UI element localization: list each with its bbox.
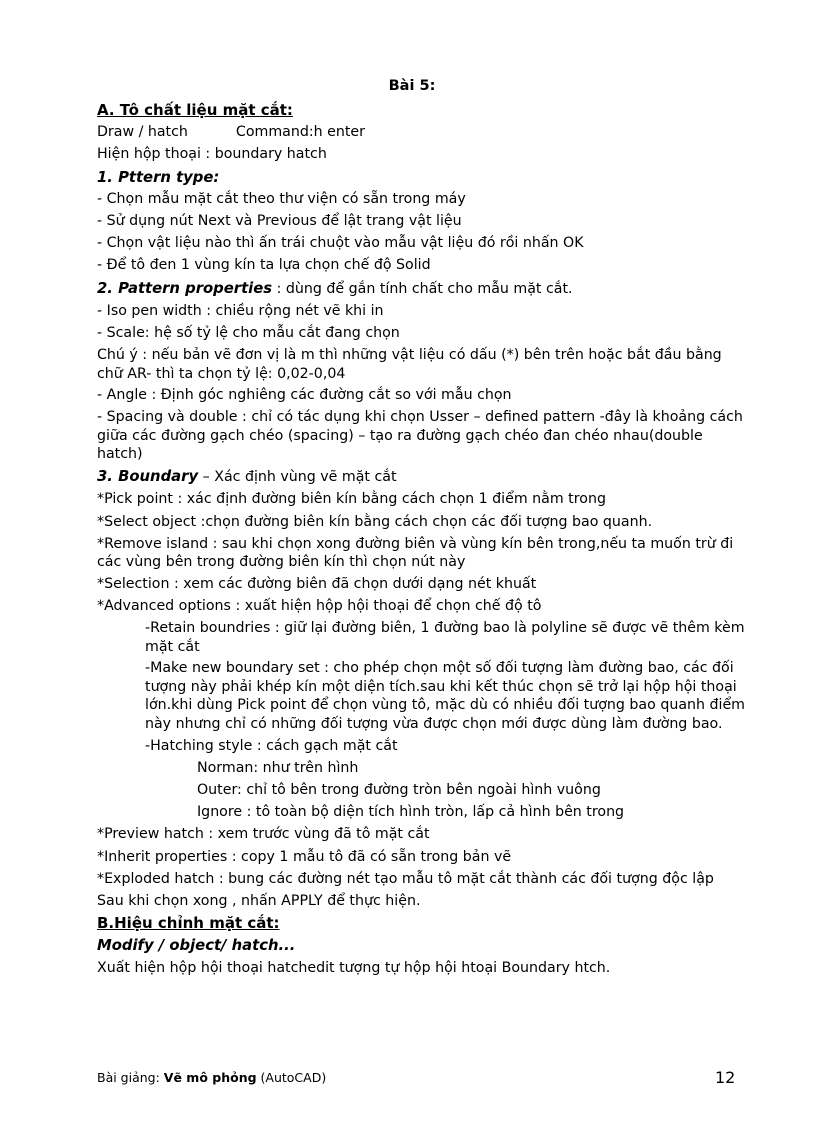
hatching-style-line: -Hatching style : cách gạch mặt cắt	[145, 737, 398, 754]
angle-line: - Angle : Định góc nghiêng các đường cắt so với mẫu chọn	[97, 387, 512, 404]
pattern-type-item: - Chọn mẫu mặt cắt theo thư viện có sẵn trong máy	[97, 190, 466, 207]
page-title: Bài 5:	[388, 78, 436, 94]
pattern-type-item: - Sử dụng nút Next và Previous để lật trang vật liệu	[97, 212, 462, 229]
dialog-line: Hiện hộp thoại : boundary hatch	[97, 146, 327, 163]
section-a-heading: A. Tô chất liệu mặt cắt:	[97, 101, 293, 119]
pick-point-line: *Pick point : xác định đường biên kín bằng cách chọn 1 điểm nằm trong	[97, 491, 606, 508]
pattern-type-heading: 1. Pttern type:	[97, 168, 220, 186]
pattern-properties-line	[97, 279, 747, 299]
inherit-properties-line: *Inherit properties : copy 1 mẫu tô đã có sẵn trong bản vẽ	[97, 848, 512, 865]
footer-prefix: Bài giảng:	[97, 1070, 164, 1085]
page-footer	[97, 1070, 326, 1085]
apply-line: Sau khi chọn xong , nhấn APPLY để thực hiện.	[97, 892, 421, 909]
note-paragraph: Chú ý : nếu bản vẽ đơn vị là m thì những vật liệu có dấu (*) bên trên hoặc bắt đầu bằng chữ AR- thì ta chọn tỷ lệ: 0,02-0,04	[97, 347, 722, 382]
boundary-line	[97, 467, 747, 487]
boundary-desc: – Xác định vùng vẽ mặt cắt	[198, 469, 397, 486]
pattern-properties-heading: 2. Pattern properties	[97, 279, 273, 297]
hatchedit-line: Xuất hiện hộp hội thoại hatchedit tượng tự hộp hội htoại Boundary htch.	[97, 959, 611, 976]
pattern-properties-desc: : dùng để gắn tính chất cho mẫu mặt cắt.	[272, 280, 573, 297]
advanced-options-line: *Advanced options : xuất hiện hộp hội thoại để chọn chế độ tô	[97, 598, 542, 615]
preview-hatch-line: *Preview hatch : xem trước vùng đã tô mặt cắt	[97, 826, 430, 843]
modify-menu-path: Modify / object/ hatch...	[97, 937, 296, 955]
style-outer: Outer: chỉ tô bên trong đường tròn bên ngoài hình vuông	[197, 782, 601, 798]
page-number: 12	[715, 1068, 736, 1087]
document-body	[97, 101, 747, 981]
hatch-command: Command:h enter	[235, 124, 365, 141]
make-new-boundary-paragraph: -Make new boundary set : cho phép chọn một số đối tượng làm đường bao, các đối tượng này phải khép kín một diện tích.sau khi kết thúc chọn sẽ trở lại hộp hội thoại lớn.khi dùng Pick point để chọn vùng tô, mặc dù có nhiều đối tượng bao quanh điểm này nhưng chỉ có những đối tượng vừa được chọn mới được dùng làm đường bao.	[145, 660, 745, 732]
select-object-line: *Select object :chọn đường biên kín bằng cách chọn các đối tượng bao quanh.	[97, 513, 653, 530]
scale-line: - Scale: hệ số tỷ lệ cho mẫu cắt đang chọn	[97, 324, 400, 341]
style-ignore: Ignore : tô toàn bộ diện tích hình tròn, lấp cả hình bên trong	[197, 804, 625, 821]
spacing-paragraph: - Spacing và double : chỉ có tác dụng khi chọn Usser – defined pattern -đây là khoảng cách giữa các đường gạch chéo (spacing) – tạo ra đường gạch chéo đan chéo nhau(double hatch)	[97, 409, 743, 463]
footer-course-name: Vẽ mô phỏng	[163, 1070, 257, 1085]
section-b-heading: B.Hiệu chỉnh mặt cắt:	[97, 914, 280, 933]
remove-island-paragraph: *Remove island : sau khi chọn xong đường biên và vùng kín bên trong,nếu ta muốn trừ đi các vùng bên trong đường biên kín thì chọn nút này	[97, 535, 734, 571]
retain-boundries-paragraph: -Retain boundries : giữ lại đường biên, 1 đường bao là polyline sẽ được vẽ thêm kèm mặt cắt	[145, 620, 745, 655]
exploded-hatch-line: *Exploded hatch : bung các đường nét tạo mẫu tô mặt cắt thành các đối tượng độc lập	[97, 870, 714, 887]
draw-hatch-menu: Draw / hatch	[97, 124, 188, 141]
footer-suffix: (AutoCAD)	[256, 1070, 327, 1085]
selection-line: *Selection : xem các đường biên đã chọn dưới dạng nét khuất	[97, 575, 537, 592]
draw-hatch-line	[97, 123, 747, 142]
boundary-heading: 3. Boundary	[97, 468, 199, 486]
pattern-type-item: - Chọn vật liệu nào thì ấn trái chuột vào mẫu vật liệu đó rồi nhấn OK	[97, 235, 584, 252]
iso-pen-width: - Iso pen width : chiều rộng nét vẽ khi in	[97, 302, 384, 319]
style-normal: Norman: như trên hình	[197, 759, 359, 776]
pattern-type-item: - Để tô đen 1 vùng kín ta lựa chọn chế độ Solid	[97, 257, 431, 274]
